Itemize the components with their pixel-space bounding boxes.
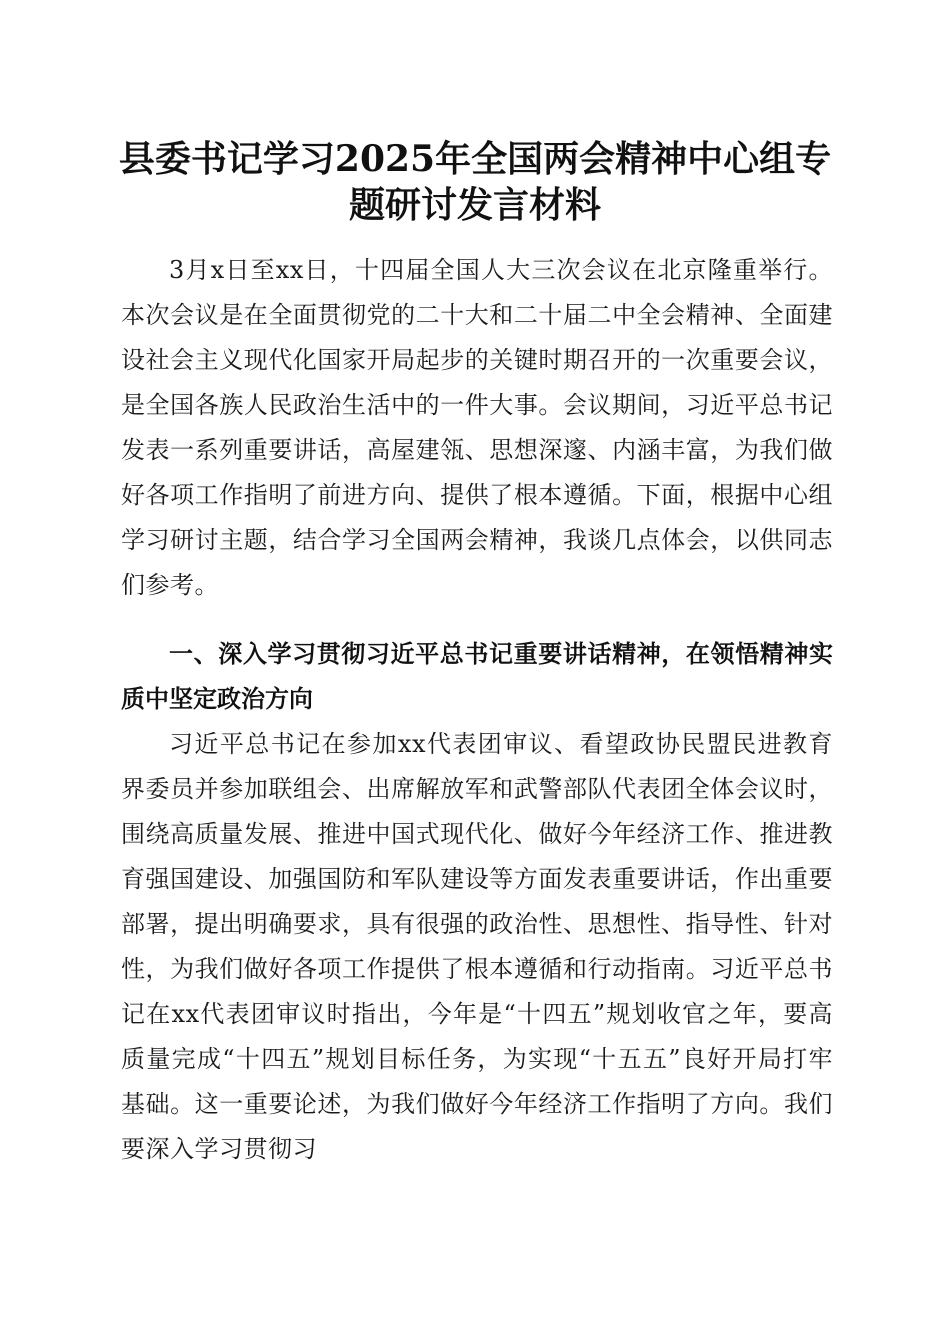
intro-paragraph: 3月x日至xx日，十四届全国人大三次会议在北京隆重举行。本次会议是在全面贯彻党的二十大和二十届二中全会精神、全面建设社会主义现代化国家开局起步的关键时期召开的一次重要会议，是全国各族人民政治生活中的一件大事。会议期间，习近平总书记发表一系列重要讲话，高屋建瓴、思想深邃、内涵丰富，为我们做好各项工作指明了前进方向、提供了根本遵循。下面，根据中心组学习研讨主题，结合学习全国两会精神，我谈几点体会，以供同志们参考。 bbox=[121, 256, 833, 599]
document-title: 县委书记学习2025年全国两会精神中心组专题研讨发言材料 bbox=[118, 138, 832, 226]
section-1-paragraph: 习近平总书记在参加xx代表团审议、看望政协民盟民进教育界委员并参加联组会、出席解放军和武警部队代表团全体会议时，围绕高质量发展、推进中国式现代化、做好今年经济工作、推进教育强国建设、加强国防和军队建设等方面发表重要讲话，作出重要部署，提出明确要求，具有很强的政治性、思想性、指导性、针对性，为我们做好各项工作提供了根本遵循和行动指南。习近平总书记在xx代表团审议时指出，今年是“十四五”规划收官之年，要高质量完成“十四五”规划目标任务，为实现“十五五”良好开局打牢基础。这一重要论述，为我们做好今年经济工作指明了方向。我们要深入学习贯彻习 bbox=[121, 730, 833, 1163]
section-heading-1: 一、深入学习贯彻习近平总书记重要讲话精神，在领悟精神实质中坚定政治方向 bbox=[121, 640, 833, 713]
